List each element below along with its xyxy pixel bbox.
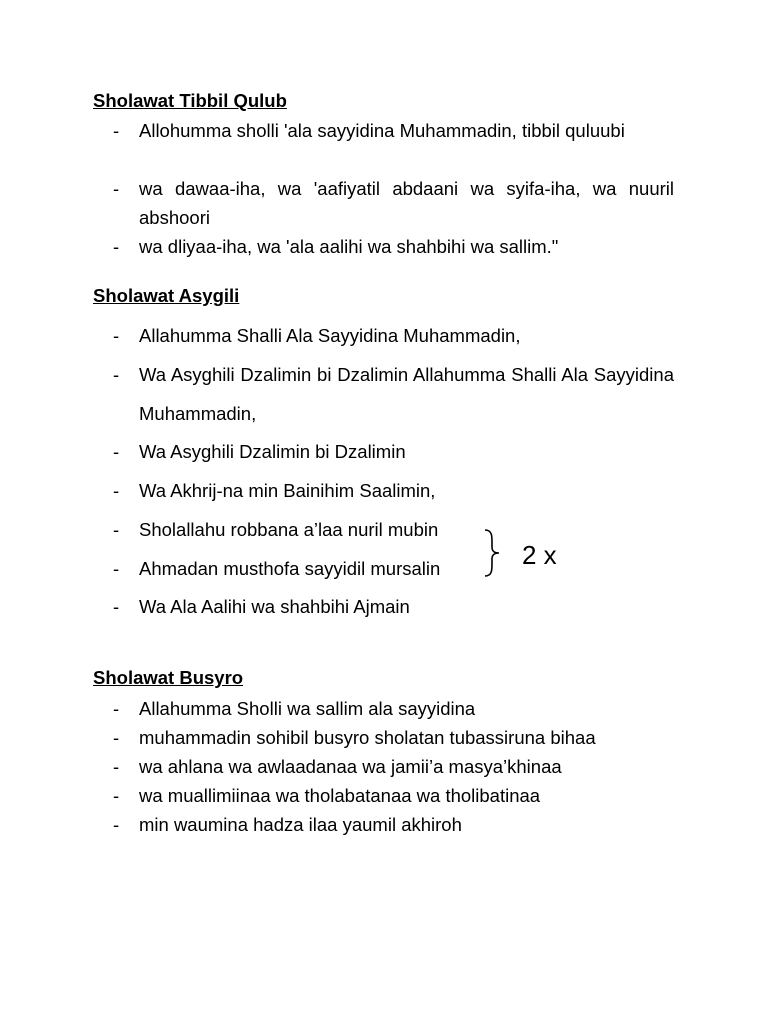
bullet-dash: - [113,364,120,385]
bullet-dash: - [113,480,120,501]
list-item [113,355,674,433]
bullet-dash: - [113,236,120,257]
right-brace-icon [482,528,504,578]
bullet-dash: - [113,441,120,462]
section-heading-asygili: Sholawat Asygili [93,285,240,306]
list-item-text: wa muallimiinaa wa tholabatanaa wa tholibatinaa [139,785,541,806]
bullet-dash: - [113,756,120,777]
list-item-text: Wa Akhrij-na min Bainihim Saalimin, [139,480,436,501]
list-item [113,515,674,544]
list-item [113,554,674,583]
list-item-text: Sholallahu robbana a’laa nuril mubin [139,519,439,540]
bullet-dash: - [113,519,120,540]
list-item-text: wa dliyaa-iha, wa 'ala aalihi wa shahbihi wa sallim." [139,236,559,257]
list-item [113,232,674,261]
list-item [113,752,674,781]
list-item-text: Allahumma Shalli Ala Sayyidina Muhammadin, [139,325,521,346]
bullet-dash: - [113,727,120,748]
list-item-text: wa dawaa-iha, wa 'aafiyatil abdaani wa syifa-iha, wa nuuril abshoori [139,178,674,228]
bullet-dash: - [113,325,120,346]
list-item-text: min waumina hadza ilaa yaumil akhiroh [139,814,462,835]
bullet-dash: - [113,178,120,199]
bullet-dash: - [113,814,120,835]
bullet-dash: - [113,120,120,141]
bullet-dash: - [113,698,120,719]
list-item [113,810,674,839]
list-item [113,116,674,145]
repeat-note: 2 x [522,540,557,570]
list-item-text: Allohumma sholli 'ala sayyidina Muhammadin, tibbil quluubi [139,120,625,141]
list-item [113,694,674,723]
section-heading-busyro: Sholawat Busyro [93,667,244,688]
bullet-dash: - [113,596,120,617]
bullet-dash: - [113,785,120,806]
list-item [113,723,674,752]
list-item [113,437,674,466]
list-item-text: Ahmadan musthofa sayyidil mursalin [139,558,441,579]
list-item-text: Wa Ala Aalihi wa shahbihi Ajmain [139,596,410,617]
list-item-text: Allahumma Sholli wa sallim ala sayyidina [139,698,476,719]
list-item-text: muhammadin sohibil busyro sholatan tubassiruna bihaa [139,727,596,748]
list-item [113,174,674,232]
list-item-text: wa ahlana wa awlaadanaa wa jamii’a masya’khinaa [139,756,562,777]
bullet-dash: - [113,558,120,579]
list-item-text: Wa Asyghili Dzalimin bi Dzalimin Allahumma Shalli Ala Sayyidina Muhammadin, [139,364,674,424]
list-item [113,781,674,810]
list-item-text: Wa Asyghili Dzalimin bi Dzalimin [139,441,406,462]
list-item [113,321,674,350]
section-heading-tibbil-qulub: Sholawat Tibbil Qulub [93,90,287,111]
list-item [113,592,674,621]
list-item [113,476,674,505]
